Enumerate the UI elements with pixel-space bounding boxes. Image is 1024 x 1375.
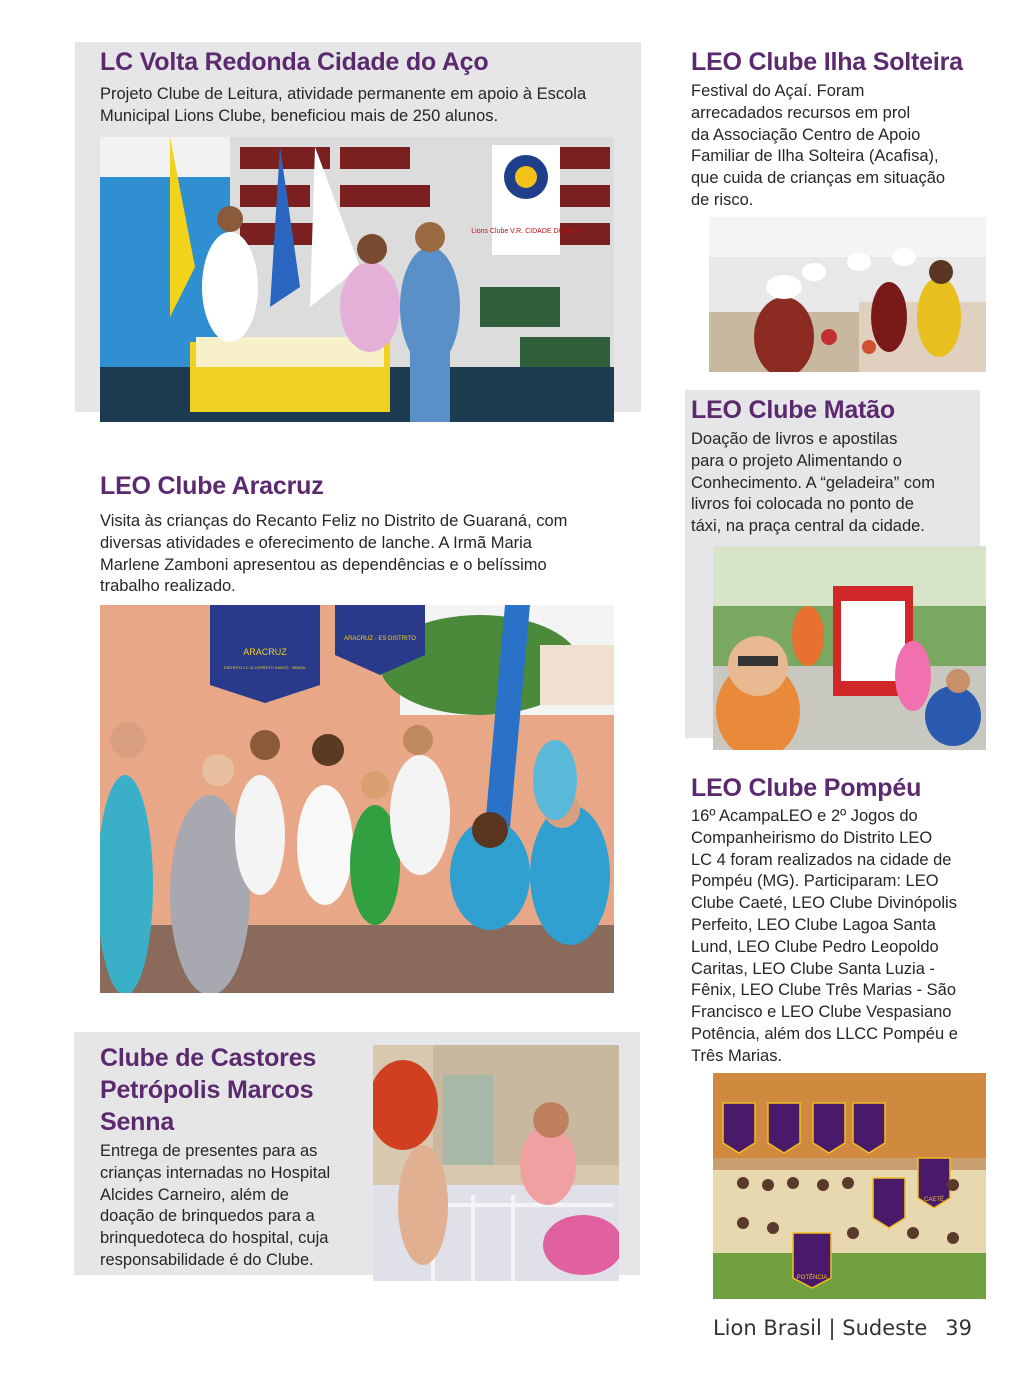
body-pompeu: 16º AcampaLEO e 2º Jogos do Companheirismo do Distrito LEO LC 4 foram realizados na cidade de Pompéu (MG). Participaram: LEO Clube Caeté, LEO Clube Divinópolis Perfeito, LEO Clube Lagoa Santa Lund, LEO Clube Pedro Leopoldo Caritas, LEO Clube Santa Luzia - Fênix, LEO Clube Três Marias - São Francisco e LEO Clube Vespasiano Potência, além dos LLCC Pompéu e Três Marias. [691,807,958,1065]
photo-pompeu-group [713,1073,986,1299]
photo-ilha-solteira-festival [709,217,986,372]
body-aracruz: Visita às crianças do Recanto Feliz no Distrito de Guaraná, com diversas atividades e oferecimento de lanche. A Irmã Maria Marlene Zamboni apresentou as dependências e o belíssimo trabalho realizado. [100,512,568,596]
body-ilha-solteira: Festival do Açaí. Foram arrecadados recursos em prol da Associação Centro de Apoio Familiar de Ilha Solteira (Acafisa), que cuida de crianças em situação de risco. [691,82,946,209]
banner-potencia-text: POTÊNCIA [796,1275,828,1281]
banner-aracruz-es-text: ARACRUZ - ES DISTRITO [344,636,416,642]
banner-aracruz-text: ARACRUZ [243,647,287,657]
title-matao: LEO Clube Matão [691,396,895,424]
photo-matao-book-fridge [713,546,986,750]
title-castores: Clube de Castores Petrópolis Marcos Senna [100,1044,317,1136]
banner-aracruz-subtext: DISTRITO LC-11 ESPÍRITO SANTO - BRASIL [223,665,307,670]
title-volta-redonda: LC Volta Redonda Cidade do Aço [100,48,489,76]
body-volta-redonda: Projeto Clube de Leitura, atividade permanente em apoio à Escola Municipal Lions Clube, beneficiou mais de 250 alunos. [100,85,587,125]
body-matao: Doação de livros e apostilas para o projeto Alimentando o Conhecimento. A “geladeira” com livros foi colocada no ponto de táxi, na praça central da cidade. [691,430,935,536]
photo-aracruz-group [100,605,614,993]
publication-name: Lion Brasil | Sudeste [712,1316,928,1340]
page-number: 39 [945,1316,972,1340]
page-footer [713,1316,972,1340]
photo-volta-redonda-library [100,137,614,422]
banner-caete-text: CAETÉ [923,1197,945,1203]
title-pompeu: LEO Clube Pompéu [691,774,922,802]
photo-castores-hospital [373,1045,619,1281]
title-ilha-solteira: LEO Clube Ilha Solteira [691,48,963,76]
library-sign-text: Lions Clube V.R. CIDADE DO AÇO [471,228,581,235]
body-castores: Entrega de presentes para as crianças internadas no Hospital Alcides Carneiro, além de doação de brinquedos para a brinquedoteca do hospital, cuja responsabilidade é do Clube. [100,1142,331,1269]
title-aracruz: LEO Clube Aracruz [100,472,324,500]
